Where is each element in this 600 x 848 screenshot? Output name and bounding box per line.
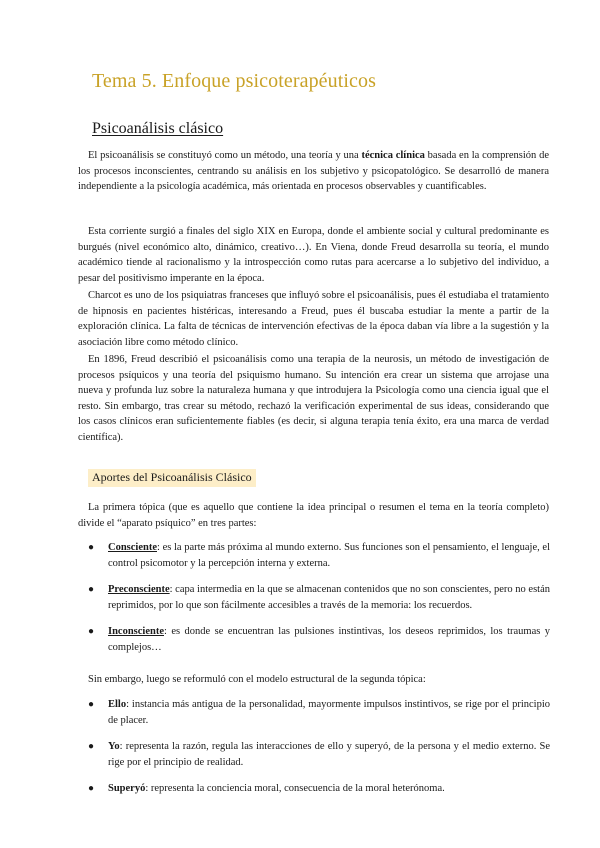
list-item-term: Preconsciente [108, 584, 170, 596]
first-topic-list [78, 540, 550, 656]
list-item [78, 739, 550, 770]
bullet-icon: ● [88, 783, 95, 795]
list-item-text: : es donde se encuentran las pulsiones instintivas, los deseos reprimidos, los traumas y complejos… [108, 626, 550, 653]
section-heading-psicoanalisis: Psicoanálisis clásico [92, 120, 224, 137]
list-item-term: Consciente [108, 542, 157, 553]
paragraph-1-bold-term: técnica clínica [361, 150, 425, 161]
second-topic-list [78, 697, 550, 797]
paragraph-4: En 1896, Freud describió el psicoanálisis como una terapia de la neurosis, un método de investigación de procesos psíquicos y una teoría del psiquismo humano. Su intención era crear un sistema que arrojase una nueva y profunda luz sobre la naturaleza humana y que introdujera la Psicología como una ciencia igual que el resto. Sin embargo, tras crear su método, rechazó la verificación experimental de sus ideas, considerando que los casos clínicos eran suficientemente fiables (es decir, si alguna terapia tenía éxito, era una marca de verdad científica). [78, 354, 549, 443]
list-item [78, 540, 550, 571]
paragraph-2: Esta corriente surgió a finales del siglo XIX en Europa, donde el ambiente social y cultural predominante es burgués (nivel económico alto, dinámico, creativo…). En Viena, donde Freud desarrolla su teoría, el mundo académico tiende al racionalismo y la introspección como rutas para acercarse a lo subjetivo del individuo, a pesar del positivismo imperante en la época. [78, 226, 549, 284]
list-item-term: Yo [108, 741, 120, 753]
paragraph-1-end: basada en la comprensión de los procesos inconscientes, centrando su análisis en los subjetivo y psicopatológico. Se desarrolló de manera independiente a la psicología académica, más orientada en procesos observables y cuantificables. [78, 150, 549, 193]
list-item-text: : instancia más antigua de la personalidad, mayormente impulsos instintivos, se rige por el principio de placer. [108, 699, 550, 726]
list-item [78, 697, 550, 728]
list-item-term: Ello [108, 699, 127, 710]
paragraph-1-start: El psicoanálisis se constituyó como un método, una teoría y una [88, 150, 362, 161]
list-item [78, 781, 550, 797]
bullet-icon: ● [88, 699, 95, 710]
section-heading-aportes: Aportes del Psicoanálisis Clásico [88, 469, 256, 487]
bullet-icon: ● [88, 626, 95, 638]
list-item-text: : capa intermedia en la que se almacenan contenidos que no son conscientes, pero no están reprimidos, por lo que son fácilmente accesibles a través de la memoria: los recuerdos. [108, 584, 550, 611]
list-item [78, 624, 550, 655]
list-item-text: : es la parte más próxima al mundo externo. Sus funciones son el pensamiento, el lenguaje, el control psicomotor y la percepción interna y externa. [108, 542, 550, 569]
page-title: Tema 5. Enfoque psicoterapéuticos [92, 70, 377, 92]
list-item-text: : representa la conciencia moral, consecuencia de la moral heterónoma. [145, 783, 445, 795]
paragraph-3: Charcot es uno de los psiquiatras franceses que influyó sobre el psicoanálisis, pues él estudiaba el tratamiento de hipnosis en pacientes histéricas, interesando a Freud, pues él buscaba estudiar la mente a partir de la exploración clínica. La falta de técnicas de intervención efectivas de la época daban vía libre a la sugestión y la asociación libre como método clínico. [78, 290, 549, 348]
list-item [78, 582, 550, 613]
paragraph-intro-topica: La primera tópica (que es aquello que contiene la idea principal o resumen el tema en la teoría completo) divide el “aparato psíquico” en tres partes: [78, 502, 549, 529]
bullet-icon: ● [88, 584, 95, 596]
list-item-term: Inconsciente [108, 626, 164, 638]
list-item-text: : representa la razón, regula las interacciones de ello y superyó, de la persona y el medio externo. Se rige por el principio de realidad. [108, 741, 550, 768]
bullet-icon: ● [88, 542, 95, 553]
paragraph-transition: Sin embargo, luego se reformuló con el modelo estructural de la segunda tópica: [88, 674, 426, 685]
list-item-term: Superyó [108, 783, 146, 795]
paragraph-1 [78, 148, 549, 195]
bullet-icon: ● [88, 741, 95, 753]
